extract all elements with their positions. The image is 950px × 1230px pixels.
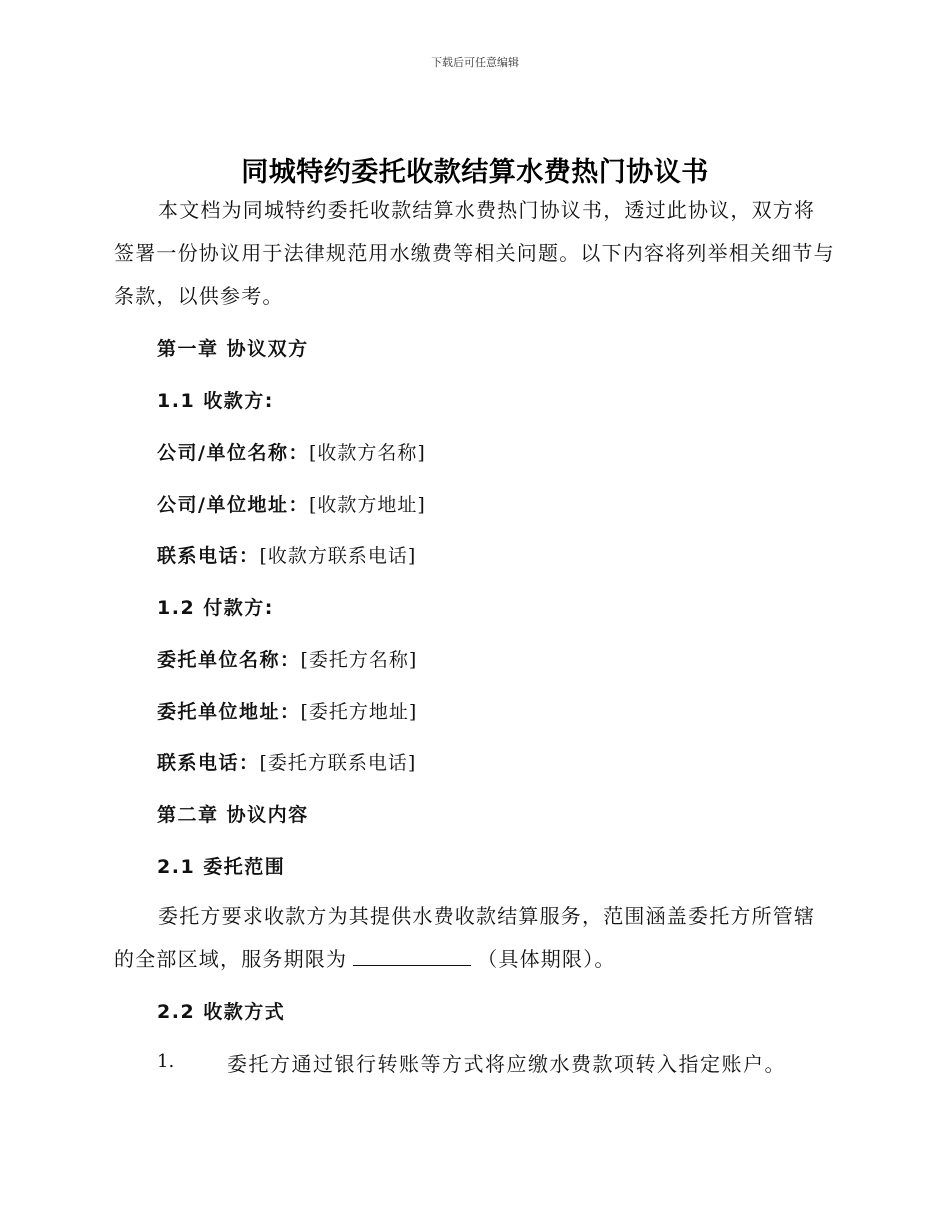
scope-text-before: 委托方要求收款方为其提供水费收款结算服务，范围涵盖委托方所管辖的全部区域，服务期限为 xyxy=(114,904,816,971)
intro-paragraph: 本文档为同城特约委托收款结算水费热门协议书，透过此协议，双方将签署一份协议用于法律规范用水缴费等相关问题。以下内容将列举相关细节与条款，以供参考。 xyxy=(114,198,835,308)
chapter1-heading: 第一章 协议双方 xyxy=(157,338,309,360)
payer-phone-value: [委托方联系电话] xyxy=(259,752,417,774)
chapter2-heading: 第二章 协议内容 xyxy=(157,804,309,826)
payer-name-label: 委托单位名称： xyxy=(157,649,301,671)
header-note: 下载后可任意编辑 xyxy=(431,56,519,69)
payee-phone-label: 联系电话： xyxy=(157,545,260,567)
payee-name-label: 公司/单位名称： xyxy=(157,442,309,464)
payer-phone-label: 联系电话： xyxy=(157,752,260,774)
payee-address-line xyxy=(157,490,426,517)
payee-address-label: 公司/单位地址： xyxy=(157,494,309,516)
payee-name-line xyxy=(157,438,426,465)
payer-address-line xyxy=(157,697,417,724)
document-title: 同城特约委托收款结算水费热门协议书 xyxy=(241,157,709,188)
payer-name-value: [委托方名称] xyxy=(300,649,418,671)
payee-phone-value: [收款方联系电话] xyxy=(259,545,417,567)
payer-address-label: 委托单位地址： xyxy=(157,701,301,723)
scope-text-after: （具体期限）。 xyxy=(477,947,616,971)
payee-phone-line xyxy=(157,541,416,568)
term-blank-line xyxy=(353,947,471,966)
payer-heading: 1.2 付款方: xyxy=(157,597,274,619)
scope-heading: 2.1 委托范围 xyxy=(157,856,286,878)
payer-address-value: [委托方地址] xyxy=(300,701,418,723)
payer-phone-line xyxy=(157,748,416,775)
list-item-number: 1. xyxy=(157,1051,175,1072)
scope-paragraph xyxy=(114,895,836,981)
list-item-text: 委托方通过银行转账等方式将应缴水费款项转入指定账户。 xyxy=(227,1052,786,1076)
method-heading: 2.2 收款方式 xyxy=(157,1001,286,1023)
payee-name-value: [收款方名称] xyxy=(308,442,426,464)
payee-heading: 1.1 收款方: xyxy=(157,390,274,412)
payee-address-value: [收款方地址] xyxy=(308,494,426,516)
payer-name-line xyxy=(157,645,417,672)
